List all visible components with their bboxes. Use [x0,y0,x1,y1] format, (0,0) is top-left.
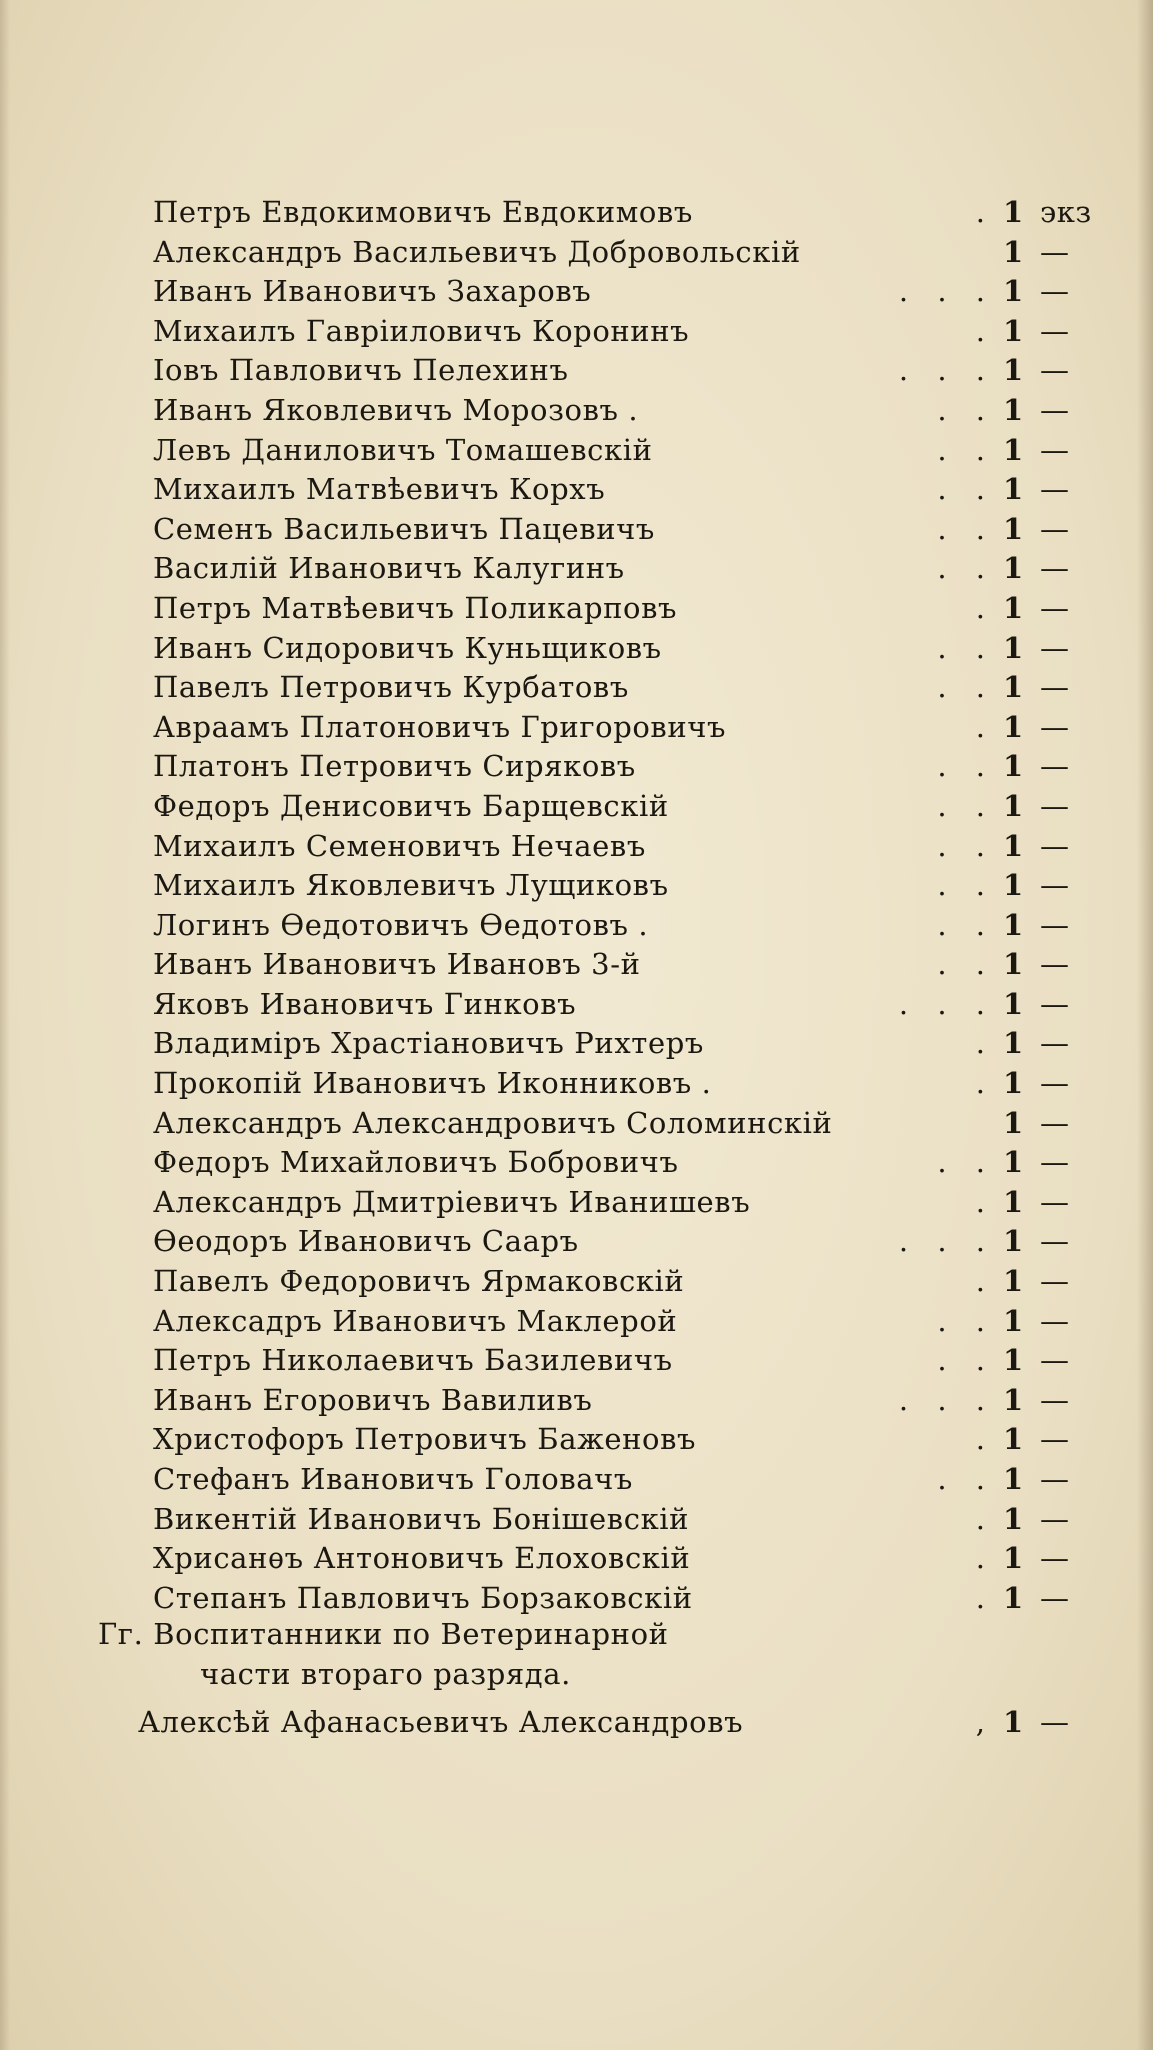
copy-unit: — [1040,1105,1070,1140]
copy-count: 1 [1003,195,1024,229]
copy-unit: — [1040,868,1070,903]
list-item [0,193,1153,233]
copy-count: 1 [1003,1382,1024,1417]
copy-unit: — [1040,907,1070,942]
copy-unit: — [1040,828,1070,863]
leader-dots: . . . [898,274,995,309]
copy-count: 1 [1003,234,1024,269]
subscriber-name: Викентій Ивановичъ Бонішевскій [153,1501,690,1536]
list-item [0,1104,1153,1144]
list-item [0,431,1153,471]
leader-dots: . . [937,868,995,903]
copy-unit: — [1040,1462,1070,1496]
copy-count: 1 [1003,1422,1024,1457]
leader-dots: . . [937,511,995,546]
copy-unit: — [1040,1224,1070,1259]
leader-dots: . [975,1264,995,1299]
copy-unit: — [1040,234,1070,269]
leader-dots: . [975,195,995,229]
subscriber-name: Иванъ Ивановичъ Ивановъ 3-й [153,947,641,982]
copy-count: 1 [1003,670,1024,705]
copy-unit: — [1040,353,1070,388]
subscriber-name: Авраамъ Платоновичъ Григоровичъ [153,709,727,744]
copy-count: 1 [1003,868,1024,903]
leader-dots: . [975,1422,995,1457]
copy-count: 1 [1003,1705,1024,1739]
list-item [0,391,1153,431]
subscriber-name: Павелъ Федоровичъ Ярмаковскій [153,1264,685,1299]
subscriber-name: Владиміръ Храстіановичъ Рихтеръ [153,1026,704,1061]
list-item [0,1420,1153,1460]
copy-unit: — [1040,313,1070,348]
subscriber-name: Михаилъ Гавріиловичъ Коронинъ [153,313,690,348]
subscriber-name: Алексадръ Ивановичъ Маклерой [153,1303,678,1338]
copy-count: 1 [1003,392,1024,427]
copy-unit: — [1040,947,1070,982]
leader-dots: . . [937,1462,995,1496]
copy-count: 1 [1003,788,1024,823]
list-item [0,510,1153,550]
list-item [0,747,1153,787]
list-item [0,1381,1153,1421]
leader-dots: . . . [898,1224,995,1259]
subscriber-name: Иванъ Ивановичъ Захаровъ [153,274,592,309]
copy-count: 1 [1003,1184,1024,1219]
leader-dots: . . [937,1343,995,1378]
section-heading-line-1: Гг. Воспитанники по Ветеринарной [98,1617,669,1651]
copy-unit: — [1040,1026,1070,1061]
leader-dots: . [975,1501,995,1536]
list-item [0,1460,1153,1500]
leader-dots: . . [937,392,995,427]
copy-count: 1 [1003,511,1024,546]
copy-unit: — [1040,1705,1070,1739]
leader-dots: . [975,1580,995,1615]
copy-unit: — [1040,670,1070,705]
subscriber-name: Семенъ Васильевичъ Пацевичъ [153,511,655,546]
list-item [0,1702,1153,1742]
subscriber-name: Платонъ Петровичъ Сиряковъ [153,749,636,784]
leader-dots: . . [937,907,995,942]
copy-count: 1 [1003,1462,1024,1496]
subscriber-name: Иванъ Сидоровичъ Куньщиковъ [153,630,662,665]
copy-unit: — [1040,630,1070,665]
list-item [0,1222,1153,1262]
copy-unit: — [1040,432,1070,467]
copy-unit: — [1040,1184,1070,1219]
list-item [0,1302,1153,1342]
list-item [0,629,1153,669]
copy-count: 1 [1003,630,1024,665]
copy-unit: — [1040,551,1070,586]
leader-dots: . [975,1066,995,1101]
copy-count: 1 [1003,1066,1024,1101]
leader-dots: . . . [898,353,995,388]
copy-count: 1 [1003,986,1024,1021]
subscriber-name: Алексѣй Афанасьевичъ Александровъ [138,1705,744,1739]
copy-count: 1 [1003,472,1024,507]
copy-count: 1 [1003,907,1024,942]
list-item [0,985,1153,1025]
subscriber-name: Іовъ Павловичъ Пелехинъ [153,353,569,388]
copy-count: 1 [1003,828,1024,863]
copy-unit: — [1040,1541,1070,1576]
list-item [0,708,1153,748]
copy-unit: — [1040,1422,1070,1457]
copy-unit: — [1040,986,1070,1021]
subscriber-name: Хрисанѳъ Антоновичъ Елоховскій [153,1541,691,1576]
copy-count: 1 [1003,274,1024,309]
subscriber-name: Яковъ Ивановичъ Гинковъ [153,986,577,1021]
leader-dots: . . . [898,1382,995,1417]
list-item [0,1500,1153,1540]
copy-count: 1 [1003,1303,1024,1338]
copy-unit: — [1040,1501,1070,1536]
list-item [0,1064,1153,1104]
copy-count: 1 [1003,749,1024,784]
list-item [0,549,1153,589]
subscriber-name: Иванъ Егоровичъ Вавиливъ [153,1382,593,1417]
copy-unit: — [1040,788,1070,823]
subscriber-name: Федоръ Денисовичъ Барщевскій [153,788,669,823]
list-item [0,1579,1153,1619]
leader-dots: . . [937,551,995,586]
list-item [0,1183,1153,1223]
list-item [0,272,1153,312]
subscriber-name: Михаилъ Матвѣевичъ Корхъ [153,472,606,507]
copy-unit: — [1040,590,1070,625]
section-heading [98,1614,669,1694]
leader-dots: . [975,1026,995,1061]
copy-unit: — [1040,511,1070,546]
leader-dots: . . [937,1303,995,1338]
subscriber-name: Христофоръ Петровичъ Баженовъ [153,1422,697,1457]
list-item [0,589,1153,629]
subscriber-name: Петръ Матвѣевичъ Поликарповъ [153,590,678,625]
copy-count: 1 [1003,1145,1024,1180]
subscriber-name: Левъ Даниловичъ Томашевскій [153,432,653,467]
copy-count: 1 [1003,1580,1024,1615]
subscriber-name: Петръ Николаевичъ Базилевичъ [153,1343,673,1378]
leader-dots: . [975,1541,995,1576]
subscriber-name: Александръ Дмитріевичъ Иванишевъ [153,1184,751,1219]
subscriber-name: Александръ Александровичъ Соломинскій [153,1105,833,1140]
copy-unit: — [1040,1303,1070,1338]
copy-count: 1 [1003,1026,1024,1061]
list-item [0,351,1153,391]
list-item [0,827,1153,867]
leader-dots: . . . [898,986,995,1021]
list-item [0,866,1153,906]
copy-count: 1 [1003,1224,1024,1259]
subscriber-name: Павелъ Петровичъ Курбатовъ [153,670,629,705]
list-item [0,787,1153,827]
leader-dots: . . [937,670,995,705]
subscriber-name: Степанъ Павловичъ Борзаковскій [153,1580,693,1615]
leader-dots: . . [937,472,995,507]
subscriber-name: Стефанъ Ивановичъ Головачъ [153,1462,633,1496]
leader-dots: . . [937,1145,995,1180]
copy-count: 1 [1003,432,1024,467]
copy-count: 1 [1003,590,1024,625]
copy-unit: — [1040,392,1070,427]
leader-dots: . [975,590,995,625]
leader-dots: . . [937,749,995,784]
subscriber-name: Прокопій Ивановичъ Иконниковъ . [153,1066,712,1101]
subscriber-name: Александръ Васильевичъ Добровольскій [153,234,801,269]
section-heading-line-2: части втораго разряда. [200,1657,571,1691]
list-item [0,906,1153,946]
copy-count: 1 [1003,551,1024,586]
leader-dots: . [975,313,995,348]
copy-count: 1 [1003,353,1024,388]
copy-unit: — [1040,749,1070,784]
copy-count: 1 [1003,1541,1024,1576]
subscriber-name: Логинъ Ѳедотовичъ Ѳедотовъ . [153,907,649,942]
copy-unit: — [1040,1580,1070,1615]
subscriber-name: Василій Ивановичъ Калугинъ [153,551,625,586]
subscriber-name: Ѳеодоръ Ивановичъ Сааръ [153,1224,579,1259]
leader-dots: . . [937,630,995,665]
copy-count: 1 [1003,1501,1024,1536]
subscriber-name: Петръ Евдокимовичъ Евдокимовъ [153,195,693,229]
subscriber-name: Михаилъ Семеновичъ Нечаевъ [153,828,646,863]
copy-unit: экз [1040,195,1092,229]
subscriber-name: Михаилъ Яковлевичъ Лущиковъ [153,868,669,903]
copy-count: 1 [1003,1105,1024,1140]
list-item [0,1143,1153,1183]
copy-count: 1 [1003,313,1024,348]
leader-dots: . . [937,947,995,982]
list-item [0,312,1153,352]
list-item [0,470,1153,510]
leader-dots: . . [937,432,995,467]
list-item [0,1341,1153,1381]
subscriber-name: Федоръ Михайловичъ Бобровичъ [153,1145,679,1180]
copy-count: 1 [1003,709,1024,744]
copy-count: 1 [1003,1264,1024,1299]
list-item [0,945,1153,985]
leader-dots: . [975,709,995,744]
leader-dots: . . [937,788,995,823]
copy-unit: — [1040,1264,1070,1299]
copy-unit: — [1040,709,1070,744]
copy-count: 1 [1003,947,1024,982]
subscriber-list [0,193,1153,1618]
subscriber-name: Иванъ Яковлевичъ Морозовъ . [153,392,639,427]
list-item [0,668,1153,708]
leader-dots: , [975,1705,995,1739]
copy-unit: — [1040,1382,1070,1417]
list-item [0,1262,1153,1302]
list-item [0,1539,1153,1579]
leader-dots: . . [937,828,995,863]
list-item [0,1024,1153,1064]
list-item [0,233,1153,273]
copy-count: 1 [1003,1343,1024,1378]
copy-unit: — [1040,1145,1070,1180]
copy-unit: — [1040,274,1070,309]
copy-unit: — [1040,472,1070,507]
leader-dots: . [975,1184,995,1219]
copy-unit: — [1040,1066,1070,1101]
copy-unit: — [1040,1343,1070,1378]
